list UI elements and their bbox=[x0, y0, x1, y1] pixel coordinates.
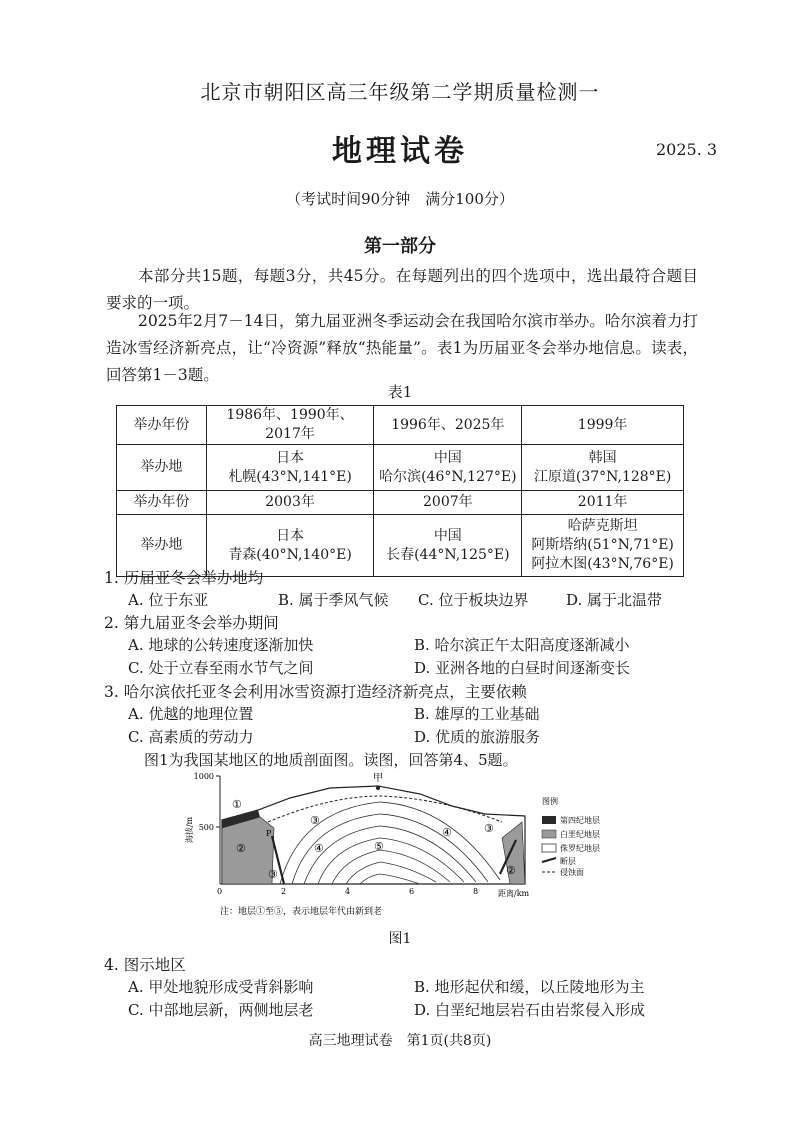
country: 韩国 bbox=[588, 449, 617, 466]
y-axis-label: 海拔/m bbox=[185, 816, 194, 844]
part-title: 第一部分 bbox=[364, 236, 436, 257]
table-cell bbox=[522, 445, 684, 491]
legend-item: 白垩纪地层 bbox=[560, 830, 600, 839]
row-label: 举办年份 bbox=[117, 491, 207, 515]
table-cell: 2011年 bbox=[522, 491, 684, 515]
place: 青森(40°N,140°E) bbox=[228, 546, 352, 563]
question-4-option: D. 白垩纪地层岩石由岩浆侵入形成 bbox=[414, 1001, 646, 1019]
question-4-option: A. 甲处地貌形成受背斜影响 bbox=[128, 978, 314, 996]
table-row bbox=[117, 445, 684, 491]
table-cell: 2007年 bbox=[374, 491, 522, 515]
table-cell: 2003年 bbox=[206, 491, 374, 515]
legend-item: 侵蚀面 bbox=[560, 868, 584, 877]
question-2-option: B. 哈尔滨正午太阳高度逐渐减小 bbox=[414, 636, 630, 654]
geologic-section-figure bbox=[180, 770, 600, 920]
point-p: P bbox=[266, 829, 272, 838]
question-4-option: C. 中部地层新，两侧地层老 bbox=[128, 1001, 314, 1019]
exam-note: （考试时间90分钟 满分100分） bbox=[286, 190, 514, 208]
question-1-option: D. 属于北温带 bbox=[566, 591, 663, 609]
layer-mark: ③ bbox=[484, 822, 494, 835]
layer-mark: ③ bbox=[310, 814, 320, 827]
legend-swatch-quaternary bbox=[542, 816, 556, 824]
figure-intro: 图1为我国某地区的地质剖面图。读图，回答第4、5题。 bbox=[144, 751, 518, 769]
row-label: 举办地 bbox=[117, 445, 207, 491]
layer-mark: ⑤ bbox=[374, 840, 384, 853]
question-3-option: C. 高素质的劳动力 bbox=[128, 728, 254, 746]
legend-item: 第四纪地层 bbox=[560, 816, 600, 825]
question-3-option: B. 雄厚的工业基础 bbox=[414, 705, 540, 723]
legend-title: 图例 bbox=[542, 797, 558, 806]
place: 阿斯塔纳(51°N,71°E) bbox=[531, 537, 674, 553]
y-tick: 1000 bbox=[193, 772, 214, 781]
x-tick: 0 bbox=[217, 887, 223, 896]
intro-paragraph: 本部分共15题，每题3分，共45分。在每题列出的四个选项中，选出最符合题目要求的一项。 bbox=[106, 267, 698, 312]
table-cell bbox=[206, 445, 374, 491]
country: 日本 bbox=[276, 449, 305, 466]
country: 日本 bbox=[276, 527, 305, 544]
legend-swatch-cretaceous bbox=[542, 830, 556, 838]
layer-mark: ② bbox=[506, 864, 516, 877]
page-title: 地理试卷 bbox=[332, 134, 468, 169]
exam-header: 北京市朝阳区高三年级第二学期质量检测一 bbox=[200, 80, 600, 104]
table-cell: 1986年、1990年、2017年 bbox=[206, 406, 374, 445]
x-axis-label: 距离/km bbox=[498, 889, 530, 898]
x-tick: 8 bbox=[473, 887, 479, 896]
peak-label: 甲 bbox=[373, 773, 383, 784]
page-footer: 高三地理试卷 第1页(共8页) bbox=[308, 1033, 492, 1049]
question-2-stem: 2. 第九届亚冬会举办期间 bbox=[104, 614, 279, 632]
question-1-option: B. 属于季风气候 bbox=[278, 591, 389, 609]
table-row bbox=[117, 406, 684, 445]
host-table bbox=[116, 405, 684, 577]
x-tick: 2 bbox=[281, 887, 287, 896]
question-4-option: B. 地形起伏和缓，以丘陵地形为主 bbox=[414, 978, 645, 996]
legend-swatch-jurassic bbox=[542, 844, 556, 852]
country: 中国 bbox=[433, 449, 462, 466]
question-1-stem: 1. 历届亚冬会举办地均 bbox=[104, 569, 264, 587]
table-row bbox=[117, 491, 684, 515]
legend-item: 侏罗纪地层 bbox=[560, 844, 600, 853]
y-tick: 500 bbox=[198, 823, 214, 832]
peak-point bbox=[376, 786, 380, 790]
figure-caption: 图1 bbox=[388, 931, 412, 947]
question-3-option: D. 优质的旅游服务 bbox=[414, 728, 541, 746]
layer-mark: ③ bbox=[268, 868, 278, 881]
question-1-option: C. 位于板块边界 bbox=[418, 591, 529, 609]
table-cell: 1999年 bbox=[522, 406, 684, 445]
question-4-stem: 4. 图示地区 bbox=[104, 956, 186, 974]
layer-mark: ④ bbox=[314, 842, 324, 855]
table-cell bbox=[374, 445, 522, 491]
country: 中国 bbox=[433, 527, 462, 544]
cretaceous-layer-left bbox=[222, 817, 274, 884]
layer-mark: ④ bbox=[442, 826, 452, 839]
place: 札幌(43°N,141°E) bbox=[228, 468, 352, 485]
x-tick: 4 bbox=[345, 887, 351, 896]
question-1-option: A. 位于东亚 bbox=[128, 591, 209, 609]
place: 哈尔滨(46°N,127°E) bbox=[379, 468, 517, 485]
question-2-option: A. 地球的公转速度逐渐加快 bbox=[128, 636, 314, 654]
place: 阿拉木图(43°N,76°E) bbox=[531, 556, 674, 572]
legend-swatch-fault bbox=[542, 858, 556, 862]
row-label: 举办地 bbox=[117, 515, 207, 577]
question-3-option: A. 优越的地理位置 bbox=[128, 705, 254, 723]
layer-mark: ① bbox=[232, 798, 242, 811]
question-2-option: C. 处于立春至雨水节气之间 bbox=[128, 659, 314, 677]
country: 哈萨克斯坦 bbox=[567, 518, 638, 534]
figure-note: 注：地层①至⑤，表示地层年代由新到老 bbox=[220, 907, 383, 917]
context-paragraph: 2025年2月7－14日，第九届亚洲冬季运动会在我国哈尔滨市举办。哈尔滨着力打造冰雪经济新亮点，让“冷资源”释放“热能量”。表1为历届亚冬会举办地信息。读表，回答第1－3题。 bbox=[106, 312, 698, 384]
place: 长春(44°N,125°E) bbox=[386, 546, 510, 563]
exam-date: 2025. 3 bbox=[656, 140, 718, 159]
question-2-option: D. 亚洲各地的白昼时间逐渐变长 bbox=[414, 659, 631, 677]
table-caption: 表1 bbox=[387, 383, 413, 401]
row-label: 举办年份 bbox=[117, 406, 207, 445]
table-cell: 1996年、2025年 bbox=[374, 406, 522, 445]
x-tick: 6 bbox=[409, 887, 415, 896]
question-3-stem: 3. 哈尔滨依托亚冬会利用冰雪资源打造经济新亮点，主要依赖 bbox=[104, 683, 527, 701]
layer-mark: ② bbox=[236, 842, 246, 855]
legend-item: 断层 bbox=[560, 857, 576, 866]
place: 江原道(37°N,128°E) bbox=[533, 468, 672, 485]
